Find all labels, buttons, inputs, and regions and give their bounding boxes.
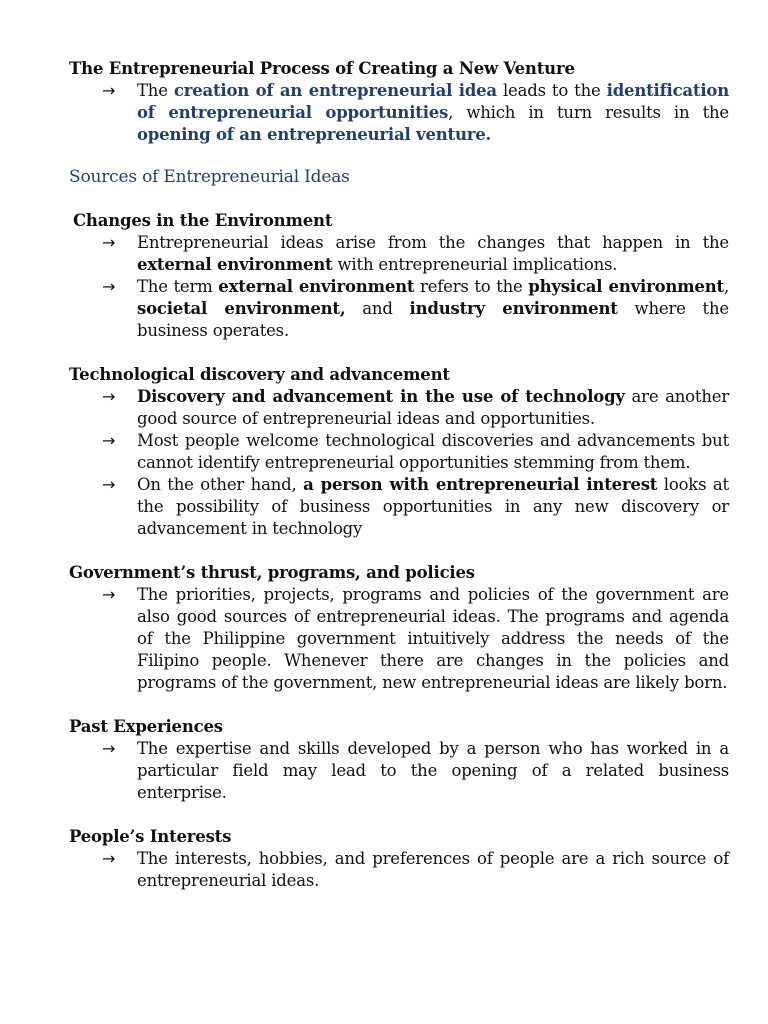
list-item: → The priorities, projects, programs and policies of the government are also good sources of entrepreneurial ideas. The programs and agenda of the Philippine government intuitively address the needs of the Filipino people. Whenever there are changes in the policies and programs of the government, new entrepreneurial ideas are likely born. — [102, 585, 729, 692]
list-item: → The creation of an entrepreneurial idea leads to the identification of entrepreneurial opportunities, which in turn results in the opening of an entrepreneurial venture. — [102, 81, 730, 144]
arrow-bullet-icon: → — [102, 81, 116, 100]
section-title: Sources of Entrepreneurial Ideas — [69, 167, 350, 187]
list-item: → Entrepreneurial ideas arise from the changes that happen in the external environment with entrepreneurial implications. — [102, 233, 729, 274]
interests-list — [69, 848, 729, 892]
highlight-text: identification of entrepreneurial opportunities — [137, 81, 730, 122]
interests-heading: People’s Interests — [69, 827, 232, 846]
highlight-text: opening of an entrepreneurial venture. — [137, 125, 492, 144]
gov-heading: Government’s thrust, programs, and policies — [69, 563, 475, 582]
tech-heading: Technological discovery and advancement — [69, 365, 450, 384]
list-item: → Discovery and advancement in the use of technology are another good source of entrepreneurial ideas and opportunities. — [102, 387, 730, 428]
changes-heading: Changes in the Environment — [73, 211, 333, 230]
intro-list — [69, 80, 729, 146]
arrow-bullet-icon: → — [102, 387, 116, 406]
highlight-text: creation of an entrepreneurial idea — [173, 81, 497, 100]
list-item: → The interests, hobbies, and preferences of people are a rich source of entrepreneurial ideas. — [102, 849, 729, 890]
arrow-bullet-icon: → — [102, 233, 116, 252]
list-item: → On the other hand, a person with entrepreneurial interest looks at the possibility of business opportunities in any new discovery or advancement in technology — [102, 475, 729, 538]
tech-list — [69, 386, 729, 540]
arrow-bullet-icon: → — [102, 739, 116, 758]
arrow-bullet-icon: → — [102, 585, 116, 604]
list-item: → The term external environment refers to the physical environment, societal environment, and industry environment where the business operates. — [102, 277, 729, 340]
gov-list — [69, 584, 729, 694]
past-heading: Past Experiences — [69, 717, 223, 736]
list-item: → Most people welcome technological discoveries and advancements but cannot identify entrepreneurial opportunities stemming from them. — [102, 431, 729, 472]
arrow-bullet-icon: → — [102, 431, 116, 450]
list-item: → The expertise and skills developed by a person who has worked in a particular field may lead to the opening of a related business enterprise. — [102, 739, 729, 802]
arrow-bullet-icon: → — [102, 277, 116, 296]
changes-list — [69, 232, 729, 342]
arrow-bullet-icon: → — [102, 849, 116, 868]
past-list — [69, 738, 729, 804]
arrow-bullet-icon: → — [102, 475, 116, 494]
intro-heading: The Entrepreneurial Process of Creating a New Venture — [69, 59, 575, 78]
